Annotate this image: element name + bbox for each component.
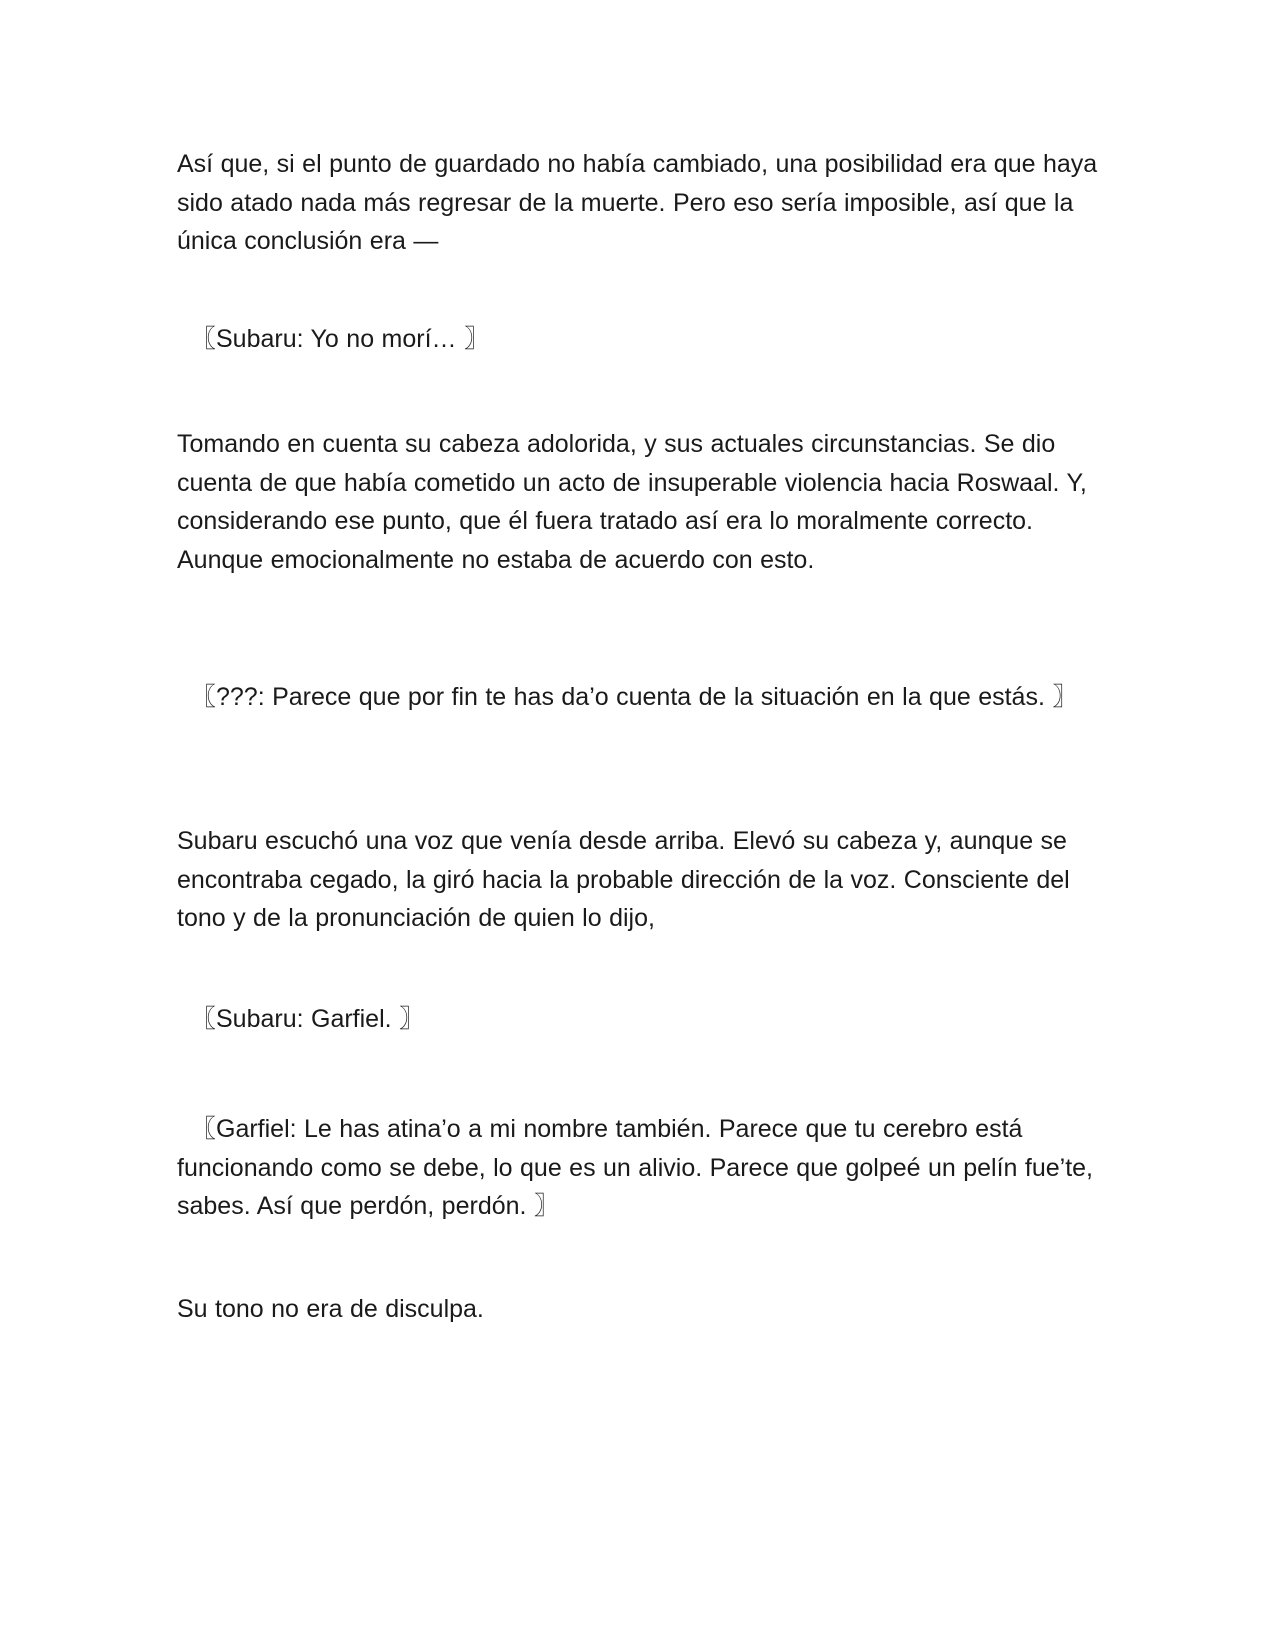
paragraph-dialogue: 〖???: Parece que por fin te has da’o cuenta de la situación en la que estás. 〗 xyxy=(191,683,1078,711)
paragraph-narration: Tomando en cuenta su cabeza adolorida, y sus actuales circunstancias. Se dio cuenta de que había cometido un acto de insuperable violencia hacia Roswaal. Y, considerando ese punto, que él fuera tratado así era lo moralmente correcto. Aunque emocionalmente no estaba de acuerdo con esto. xyxy=(177,430,1087,574)
paragraph-narration: Así que, si el punto de guardado no había cambiado, una posibilidad era que haya sido atado nada más regresar de la muerte. Pero eso sería imposible, así que la única conclusión era — xyxy=(177,150,1098,255)
paragraph-narration: Subaru escuchó una voz que venía desde arriba. Elevó su cabeza y, aunque se encontraba cegado, la giró hacia la probable dirección de la voz. Consciente del tono y de la pronunciación de quien lo dijo, xyxy=(177,827,1070,932)
paragraph-narration: Su tono no era de disculpa. xyxy=(177,1295,484,1323)
paragraph-dialogue: 〖Subaru: Garfiel. 〗 xyxy=(191,1005,425,1033)
paragraph-dialogue: 〖Garfiel: Le has atina’o a mi nombre también. Parece que tu cerebro está funcionando como se debe, lo que es un alivio. Parece que golpeé un pelín fue’te, sabes. Así que perdón, perdón. 〗 xyxy=(177,1115,1093,1220)
paragraph-dialogue: 〖Subaru: Yo no morí… 〗 xyxy=(191,325,489,353)
